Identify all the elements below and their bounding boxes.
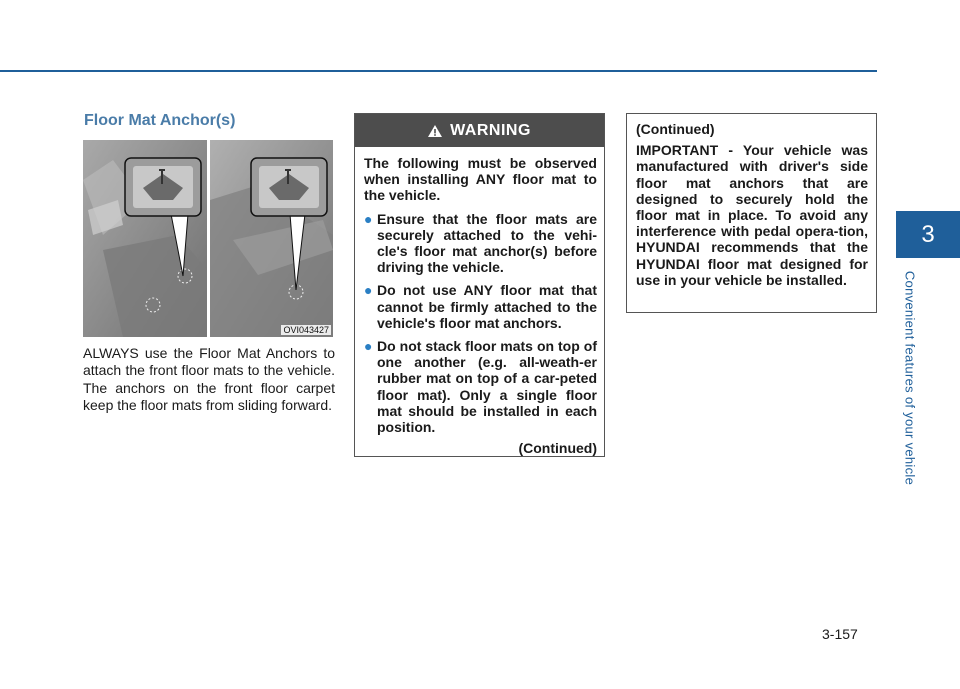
warning-bullet <box>364 282 597 331</box>
warning-bullet-text: Do not stack floor mats on top of one another (e.g. all-weath-er rubber mat on top of a car-peted floor mat). Only a single floor mat should be installed in each position. <box>377 338 597 436</box>
chapter-title-text: Convenient features of your vehicle <box>902 270 918 486</box>
warning-bullet <box>364 338 597 435</box>
continuation-heading: (Continued) <box>636 121 715 137</box>
floor-mat-anchor-figure <box>83 140 333 337</box>
warning-triangle-icon <box>428 125 442 137</box>
header-rule <box>0 70 877 72</box>
continuation-box <box>626 113 877 313</box>
continuation-body <box>627 114 876 288</box>
bullet-dot-icon: ● <box>364 282 373 299</box>
body-paragraph: ALWAYS use the Floor Mat Anchors to attach the front floor mats to the vehicle. The anchors on the front floor carpet keep the floor mats from sliding forward. <box>83 345 335 413</box>
warning-label: WARNING <box>450 121 531 139</box>
chapter-tab: 3 <box>896 211 960 258</box>
warning-body <box>355 147 604 456</box>
warning-continued: (Continued) <box>518 440 597 457</box>
bullet-dot-icon: ● <box>364 338 373 355</box>
page-number: 3-157 <box>822 626 858 642</box>
warning-box <box>354 113 605 457</box>
bullet-dot-icon: ● <box>364 210 373 227</box>
figure-code: OVI043427 <box>283 325 329 335</box>
warning-bullet <box>364 211 597 276</box>
warning-bullet-text: Do not use ANY floor mat that cannot be firmly attached to the vehicle's floor mat anchors. <box>377 282 597 331</box>
warning-bullet-text: Ensure that the floor mats are securely attached to the vehi-cle's floor mat anchor(s) before driving the vehicle. <box>377 210 597 276</box>
warning-header <box>355 114 604 147</box>
chapter-title <box>900 263 920 493</box>
section-title: Floor Mat Anchor(s) <box>84 112 236 129</box>
floor-mat-anchor-illustration <box>83 140 333 337</box>
continuation-text: IMPORTANT - Your vehicle was manufactured with driver's side floor mat anchors that are designed to securely hold the floor mat in place. To avoid any interference with pedal opera-tion, HYUNDAI recommends that the HYUNDAI floor mat designed for use in your vehicle be installed. <box>636 142 868 288</box>
warning-intro: The following must be observed when installing ANY floor mat to the vehicle. <box>364 155 597 204</box>
